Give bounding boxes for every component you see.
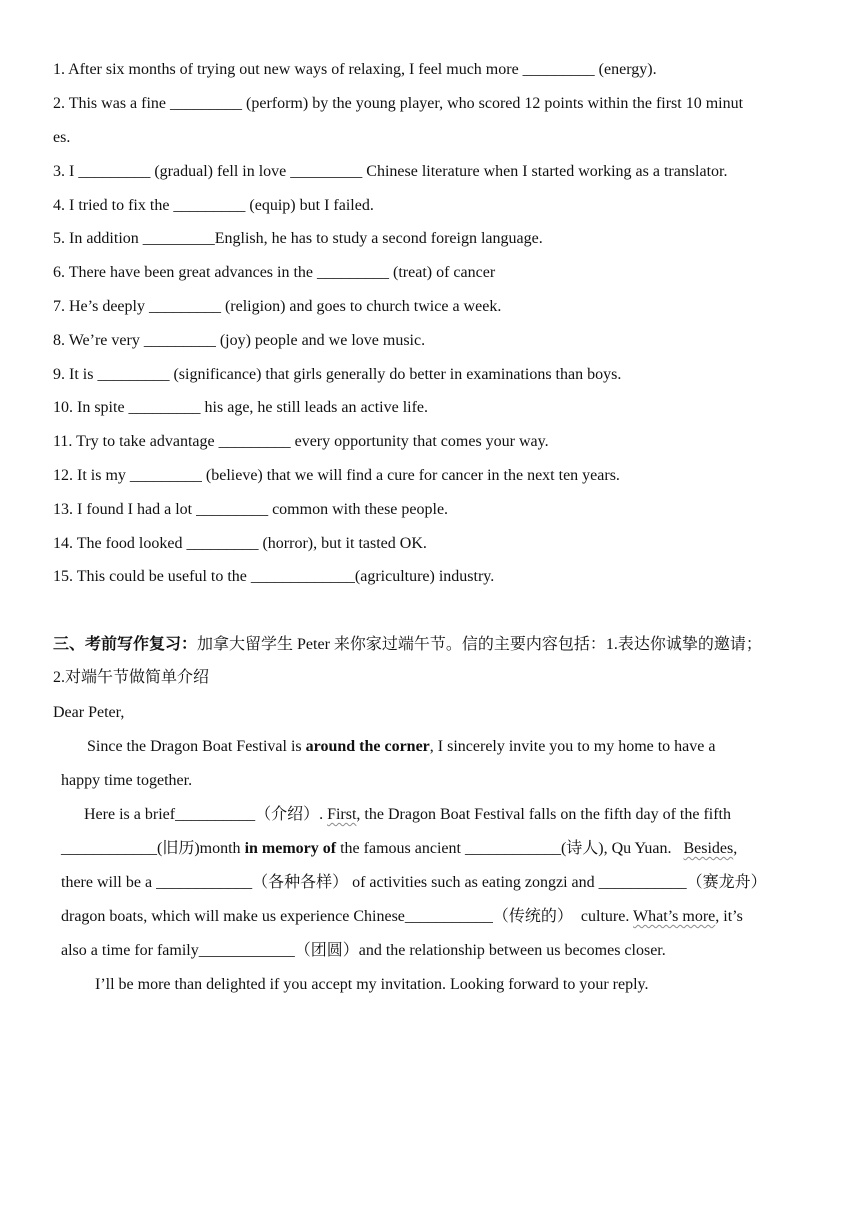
question-2: 2. This was a fine _________ (perform) by the young player, who scored 12 points within the first 10 minut (53, 95, 744, 112)
letter-para-2-line-5: also a time for family____________（团圆）and the relationship between us becomes closer. (61, 942, 666, 959)
section-heading: 三、考前写作复习： (53, 636, 198, 653)
question-10: 10. In spite _________ his age, he still leads an active life. (53, 399, 429, 416)
question-8: 8. We’re very _________ (joy) people and we love music. (53, 332, 426, 349)
wavy-underlined-word: What’s more (633, 908, 716, 925)
question-4: 4. I tried to fix the _________ (equip) but I failed. (53, 197, 374, 214)
wavy-underlined-word: Besides (683, 840, 734, 857)
question-7: 7. He’s deeply _________ (religion) and goes to church twice a week. (53, 298, 502, 315)
text-run: dragon boats, which will make us experience Chinese___________（传统的） culture. (61, 908, 634, 925)
letter-para-1-line-2: happy time together. (61, 772, 193, 789)
text-run: ____________(旧历)month (61, 840, 245, 857)
letter-para-2-line-2 (61, 839, 737, 859)
bold-phrase: around the corner (305, 738, 430, 755)
question-5: 5. In addition _________English, he has to study a second foreign language. (53, 230, 543, 247)
letter-para-2-line-4 (61, 907, 743, 927)
question-14: 14. The food looked _________ (horror), but it tasted OK. (53, 535, 427, 552)
letter-salutation: Dear Peter, (53, 704, 125, 721)
prompt-text: 加拿大留学生 Peter 来你家过端午节。信的主要内容包括：1.表达你诚挚的邀请； (197, 636, 762, 653)
question-1: 1. After six months of trying out new ways of relaxing, I feel much more _________ (energy). (53, 61, 657, 78)
question-6: 6. There have been great advances in the _________ (treat) of cancer (53, 264, 496, 281)
question-15: 15. This could be useful to the _____________(agriculture) industry. (53, 568, 495, 585)
letter-para-1-line-1 (87, 737, 715, 757)
question-9: 9. It is _________ (significance) that girls generally do better in examinations than boys. (53, 366, 622, 383)
wavy-underlined-word: First (327, 806, 357, 823)
letter-para-2-line-1 (84, 805, 731, 825)
question-11: 11. Try to take advantage _________ every opportunity that comes your way. (53, 433, 549, 450)
text-run: the famous ancient ____________(诗人), Qu Yuan. (336, 840, 684, 857)
text-run: , it’s (715, 908, 743, 925)
question-12: 12. It is my _________ (believe) that we will find a cure for cancer in the next ten years. (53, 467, 620, 484)
bold-phrase: in memory of (244, 840, 337, 857)
text-run: , I sincerely invite you to my home to have a (429, 738, 716, 755)
letter-para-3: I’ll be more than delighted if you accept my invitation. Looking forward to your reply. (95, 976, 649, 993)
question-3: 3. I _________ (gradual) fell in love _________ Chinese literature when I started working as a translator. (53, 163, 728, 180)
question-13: 13. I found I had a lot _________ common with these people. (53, 501, 449, 518)
letter-para-2-line-3: there will be a ____________（各种各样） of activities such as eating zongzi and ___________（赛龙舟） (61, 874, 767, 891)
text-run: , (733, 840, 738, 857)
text-run: , the Dragon Boat Festival falls on the fifth day of the fifth (356, 806, 731, 823)
text-run: Since the Dragon Boat Festival is (87, 738, 306, 755)
question-2-continuation: es. (53, 129, 71, 146)
writing-prompt-line-2: 2.对端午节做简单介绍 (53, 669, 210, 686)
text-run: Here is a brief__________（介绍）. (84, 806, 328, 823)
writing-prompt-line-1 (53, 635, 762, 655)
